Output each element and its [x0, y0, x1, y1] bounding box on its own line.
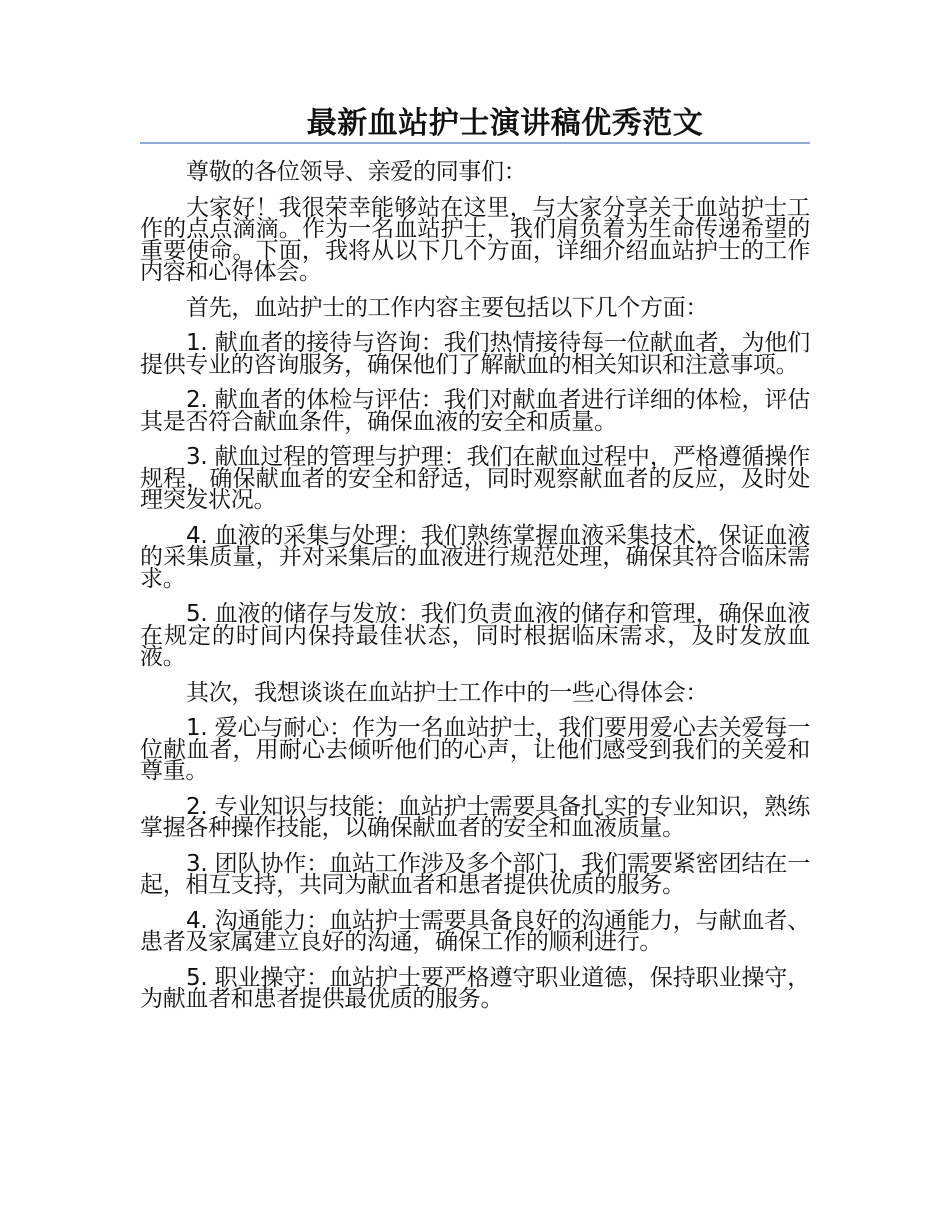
paragraph-work-item-3: 3. 献血过程的管理与护理：我们在献血过程中，严格遵循操作规程，确保献血者的安全和舒适，同时观察献血者的反应，及时处理突发状况。 [140, 444, 810, 513]
paragraph-work-item-2: 2. 献血者的体检与评估：我们对献血者进行详细的体检，评估其是否符合献血条件，确保血液的安全和质量。 [140, 387, 810, 435]
paragraph-greeting: 大家好！我很荣幸能够站在这里，与大家分享关于血站护士工作的点点滴滴。作为一名血站护士，我们肩负着为生命传递希望的重要使命。下面，我将从以下几个方面，详细介绍血站护士的工作内容和心得体会。 [140, 194, 810, 285]
paragraph-salutation: 尊敬的各位领导、亲爱的同事们： [186, 159, 527, 185]
paragraph-insight-1: 1. 爱心与耐心：作为一名血站护士，我们要用爱心去关爱每一位献血者，用耐心去倾听他们的心声，让他们感受到我们的关爱和尊重。 [140, 715, 810, 784]
paragraph-insight-4: 4. 沟通能力：血站护士需要具备良好的沟通能力，与献血者、患者及家属建立良好的沟通，确保工作的顺利进行。 [140, 907, 810, 955]
paragraph-insights-intro: 其次，我想谈谈在血站护士工作中的一些心得体会： [186, 679, 709, 706]
paragraph-work-intro: 首先，血站护士的工作内容主要包括以下几个方面： [186, 294, 709, 321]
paragraph-work-item-4: 4. 血液的采集与处理：我们熟练掌握血液采集技术，保证血液的采集质量，并对采集后的血液进行规范处理，确保其符合临床需求。 [140, 522, 810, 592]
paragraph-insight-3: 3. 团队协作：血站工作涉及多个部门，我们需要紧密团结在一起，相互支持，共同为献血者和患者提供优质的服务。 [140, 850, 810, 898]
paragraph-insight-5: 5. 职业操守：血站护士要严格遵守职业道德，保持职业操守，为献血者和患者提供最优质的服务。 [140, 964, 810, 1012]
paragraph-insight-2: 2. 专业知识与技能：血站护士需要具备扎实的专业知识，熟练掌握各种操作技能，以确保献血者的安全和血液质量。 [140, 793, 810, 841]
paragraph-work-item-1: 1. 献血者的接待与咨询：我们热情接待每一位献血者，为他们提供专业的咨询服务，确保他们了解献血的相关知识和注意事项。 [140, 330, 810, 378]
document-title: 最新血站护士演讲稿优秀范文 [306, 106, 704, 141]
document-page [140, 104, 810, 1011]
paragraph-work-item-5: 5. 血液的储存与发放：我们负责血液的储存和管理，确保血液在规定的时间内保持最佳状态，同时根据临床需求，及时发放血液。 [140, 601, 810, 670]
